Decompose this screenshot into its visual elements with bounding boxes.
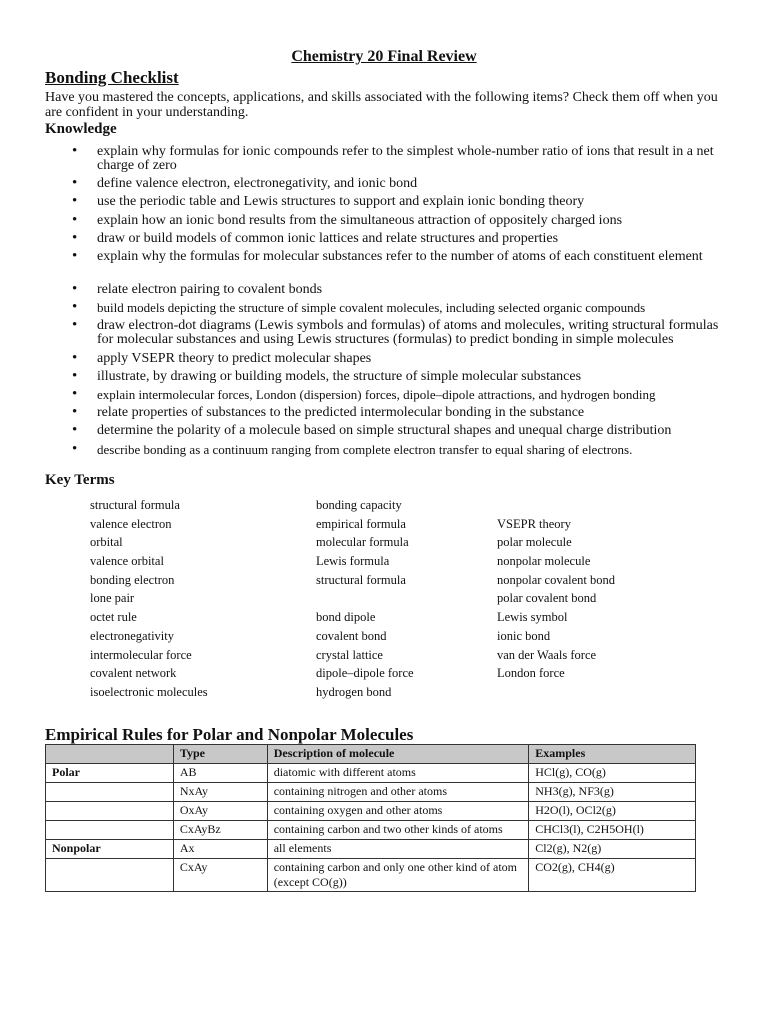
- category-cell: Nonpolar: [46, 840, 174, 859]
- key-term: [497, 683, 615, 702]
- key-term: structural formula: [316, 572, 406, 587]
- key-term: molecular formula: [316, 535, 409, 550]
- key-terms-heading: Key Terms: [45, 472, 115, 488]
- examples-cell: HCl(g), CO(g): [529, 764, 696, 783]
- key-term: [316, 589, 414, 608]
- key-term: octet rule: [90, 610, 137, 625]
- column-header: [46, 745, 174, 764]
- key-term: VSEPR theory: [497, 516, 571, 531]
- description-cell: containing nitrogen and other atoms: [267, 783, 529, 802]
- key-term: Lewis formula: [316, 554, 390, 569]
- description-cell: diatomic with different atoms: [267, 764, 529, 783]
- description-cell: containing carbon and only one other kind of atom (except CO(g)): [267, 859, 529, 892]
- examples-cell: NH3(g), NF3(g): [529, 783, 696, 802]
- key-term: London force: [497, 666, 565, 681]
- key-term: covalent network: [90, 666, 177, 681]
- key-term: ionic bond: [497, 628, 551, 643]
- checklist-intro: Have you mastered the concepts, applications, and skills associated with the following items? Check them off when you are confident in your understanding.: [45, 90, 718, 120]
- empirical-rules-table: [45, 744, 696, 892]
- description-cell: containing oxygen and other atoms: [267, 802, 529, 821]
- key-term: covalent bond: [316, 628, 387, 643]
- type-cell: Ax: [173, 840, 267, 859]
- type-cell: NxAy: [173, 783, 267, 802]
- description-cell: containing carbon and two other kinds of atoms: [267, 821, 529, 840]
- key-term: orbital: [90, 535, 123, 550]
- key-term: hydrogen bond: [316, 684, 392, 699]
- examples-cell: CO2(g), CH4(g): [529, 859, 696, 892]
- key-term: Lewis symbol: [497, 610, 568, 625]
- checklist-item: • draw or build models of common ionic lattices and relate structures and properties: [72, 232, 720, 246]
- key-term: van der Waals force: [497, 647, 597, 662]
- key-term: bond dipole: [316, 610, 376, 625]
- knowledge-heading: Knowledge: [45, 121, 117, 137]
- key-term: electronegativity: [90, 628, 174, 643]
- key-term: valence electron: [90, 516, 172, 531]
- table-row: [46, 821, 696, 840]
- category-cell: [46, 783, 174, 802]
- bonding-checklist-heading: Bonding Checklist: [45, 68, 179, 87]
- key-term: [497, 496, 615, 515]
- knowledge-list-2: [72, 283, 720, 461]
- table-row: [46, 840, 696, 859]
- key-term: isoelectronic molecules: [90, 684, 208, 699]
- checklist-item: • relate properties of substances to the predicted intermolecular bonding in the substance: [72, 406, 720, 420]
- table-row: [46, 764, 696, 783]
- category-cell: [46, 802, 174, 821]
- category-cell: Polar: [46, 764, 174, 783]
- key-term: structural formula: [90, 498, 180, 512]
- key-term: crystal lattice: [316, 647, 383, 662]
- column-header: Type: [173, 745, 267, 764]
- table-row: [46, 859, 696, 892]
- examples-cell: H2O(l), OCl2(g): [529, 802, 696, 821]
- checklist-item: • explain intermolecular forces, London (dispersion) forces, dipole–dipole attractions, and hydrogen bonding: [72, 388, 720, 402]
- key-term: nonpolar covalent bond: [497, 572, 616, 587]
- key-terms-column-3: [497, 496, 615, 702]
- checklist-item: • determine the polarity of a molecule based on simple structural shapes and unequal charge distribution: [72, 424, 720, 438]
- category-cell: [46, 821, 174, 840]
- type-cell: AB: [173, 764, 267, 783]
- checklist-item: • explain why formulas for ionic compounds refer to the simplest whole-number ratio of ions that result in a net charge of zero: [72, 145, 720, 173]
- column-header: Examples: [529, 745, 696, 764]
- checklist-item: • illustrate, by drawing or building models, the structure of simple molecular substances: [72, 370, 720, 384]
- key-term: valence orbital: [90, 554, 164, 569]
- key-terms-column-1: [90, 496, 208, 702]
- checklist-item: • define valence electron, electronegativity, and ionic bond: [72, 177, 720, 191]
- type-cell: OxAy: [173, 802, 267, 821]
- checklist-item: • describe bonding as a continuum ranging from complete electron transfer to equal sharing of electrons.: [72, 443, 720, 457]
- checklist-item: • build models depicting the structure of simple covalent molecules, including selected organic compounds: [72, 301, 720, 315]
- key-terms-column-2: [316, 496, 414, 702]
- key-term: dipole–dipole force: [316, 666, 414, 681]
- key-term: intermolecular force: [90, 647, 192, 662]
- checklist-item: • draw electron-dot diagrams (Lewis symbols and formulas) of atoms and molecules, writing structural formulas for molecular substances and using Lewis structures (formulas) to predict bonding in simple molecules: [72, 319, 720, 347]
- key-term: nonpolar molecule: [497, 554, 591, 569]
- category-cell: [46, 859, 174, 892]
- description-cell: all elements: [267, 840, 529, 859]
- empirical-rules-heading: Empirical Rules for Polar and Nonpolar Molecules: [45, 725, 414, 744]
- key-term: bonding capacity: [316, 498, 402, 512]
- table-header-row: [46, 745, 696, 764]
- key-term: empirical formula: [316, 516, 406, 531]
- type-cell: CxAy: [173, 859, 267, 892]
- examples-cell: Cl2(g), N2(g): [529, 840, 696, 859]
- table-row: [46, 783, 696, 802]
- knowledge-list-1: [72, 145, 720, 268]
- key-term: polar molecule: [497, 535, 572, 550]
- checklist-item: • relate electron pairing to covalent bonds: [72, 283, 720, 297]
- checklist-item: • apply VSEPR theory to predict molecular shapes: [72, 352, 720, 366]
- checklist-item: • explain why the formulas for molecular substances refer to the number of atoms of each constituent element: [72, 250, 720, 264]
- key-term: lone pair: [90, 591, 135, 606]
- examples-cell: CHCl3(l), C2H5OH(l): [529, 821, 696, 840]
- key-term: polar covalent bond: [497, 591, 597, 606]
- table-row: [46, 802, 696, 821]
- document-title: Chemistry 20 Final Review: [291, 48, 477, 65]
- key-term: bonding electron: [90, 572, 175, 587]
- checklist-item: • use the periodic table and Lewis structures to support and explain ionic bonding theory: [72, 195, 720, 209]
- type-cell: CxAyBz: [173, 821, 267, 840]
- column-header: Description of molecule: [267, 745, 529, 764]
- checklist-item: • explain how an ionic bond results from the simultaneous attraction of oppositely charged ions: [72, 214, 720, 228]
